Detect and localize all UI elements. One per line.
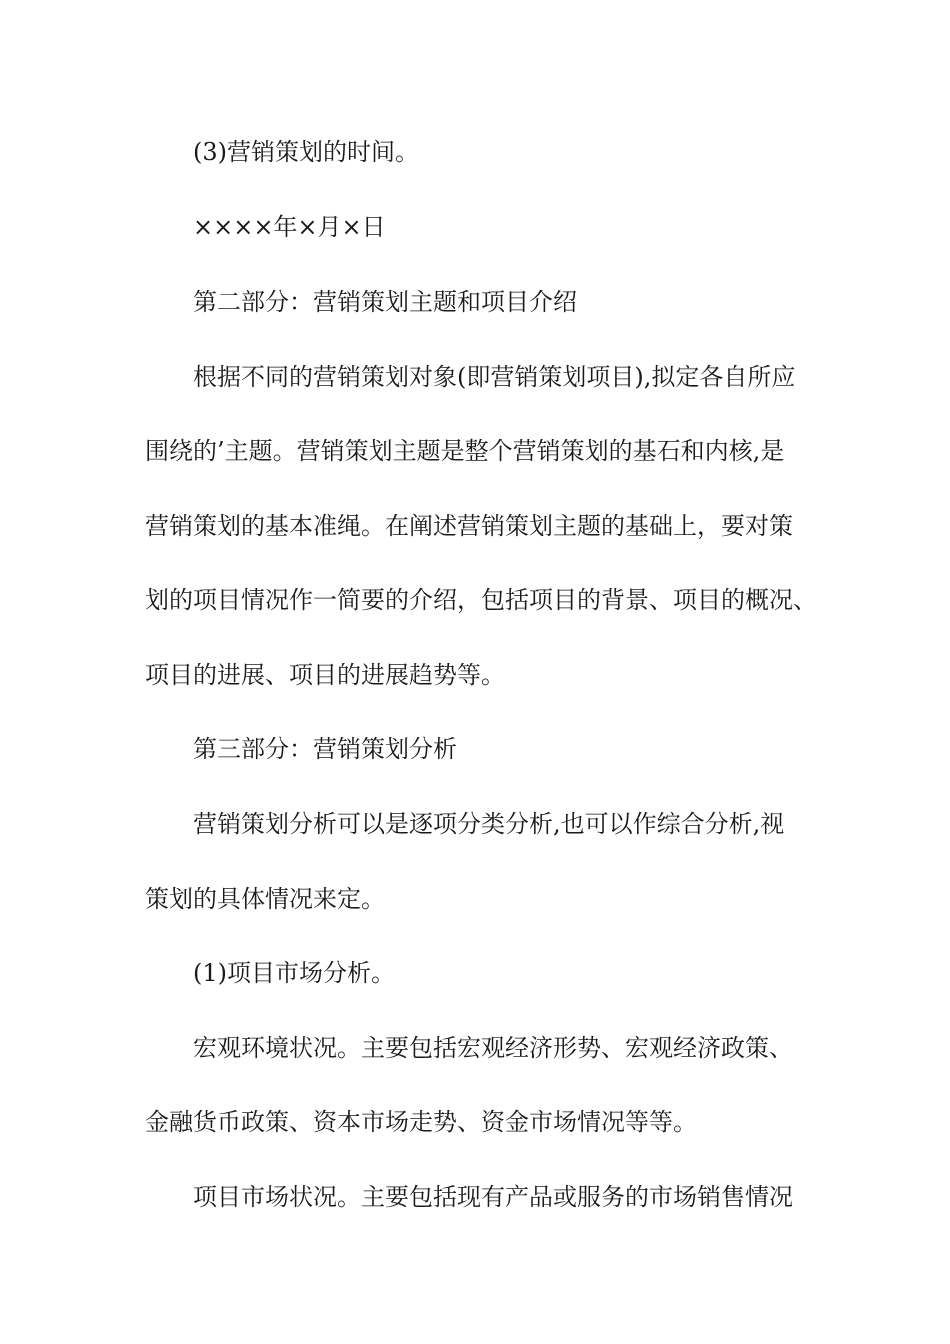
text-line: 宏观环境状况。主要包括宏观经济形势、宏观经济政策、: [193, 1034, 793, 1062]
section-heading-part-three: 第三部分：营销策划分析: [193, 735, 457, 763]
text-line: 金融货币政策、资本市场走势、资金市场情况等等。: [145, 1108, 697, 1136]
text-line-date: ××××年×月×日: [193, 213, 386, 241]
subsection-heading-market-analysis: (1)项目市场分析。: [193, 959, 395, 987]
text-line: 营销策划的基本准绳。在阐述营销策划主题的基础上，要对策: [145, 512, 793, 540]
section-heading-part-two: 第二部分：营销策划主题和项目介绍: [193, 288, 577, 316]
text-line: 围绕的’主题。营销策划主题是整个营销策划的基石和内核,是: [145, 437, 785, 465]
text-line: 项目的进展、项目的进展趋势等。: [145, 661, 505, 689]
text-line-time-heading: (3)营销策划的时间。: [193, 138, 419, 166]
text-line: 根据不同的营销策划对象(即营销策划项目),拟定各自所应: [193, 363, 796, 391]
text-line: 营销策划分析可以是逐项分类分析,也可以作综合分析,视: [193, 810, 785, 838]
text-line: 策划的具体情况来定。: [145, 885, 385, 913]
text-line: 项目市场状况。主要包括现有产品或服务的市场销售情况: [193, 1183, 793, 1211]
text-line: 划的项目情况作一简要的介绍，包括项目的背景、项目的概况、: [145, 586, 817, 614]
